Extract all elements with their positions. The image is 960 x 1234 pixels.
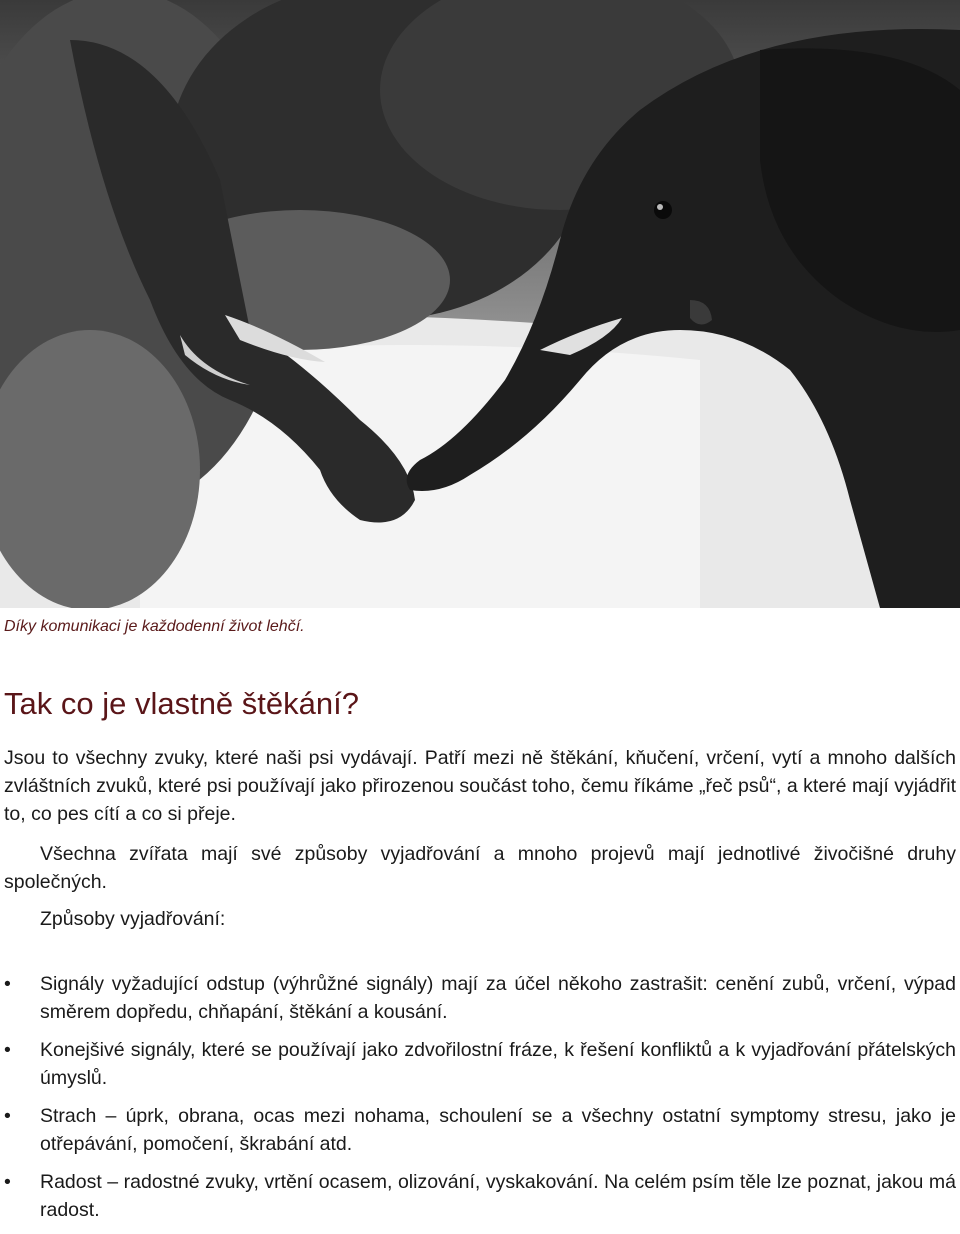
list-item: [0, 970, 956, 1026]
photo-caption: Díky komunikaci je každodenní život lehčí.: [4, 618, 305, 635]
intro-paragraph: Jsou to všechny zvuky, které naši psi vydávají. Patří mezi ně štěkání, kňučení, vrčení, vytí a mnoho dalších zvláštních zvuků, které psi používají jako přirozenou součást toho, čemu říkáme „řeč psů“, a které mají vyjádřit to, co pes cítí a co si přeje.: [4, 747, 956, 825]
list-item: [0, 1102, 956, 1158]
bullet-icon: •: [4, 1039, 11, 1061]
bullet-icon: •: [4, 1105, 11, 1127]
list-item: [0, 1036, 956, 1092]
expression-list: [0, 970, 956, 1234]
list-item-text: Radost – radostné zvuky, vrtění ocasem, olizování, vyskakování. Na celém psím těle lze poznat, jakou má radost.: [40, 1171, 956, 1221]
animals-paragraph: Všechna zvířata mají své způsoby vyjadřování a mnoho projevů mají jednotlivé živočišné druhy společných.: [4, 843, 956, 893]
elephants-illustration: [0, 0, 960, 608]
bullet-icon: •: [4, 973, 11, 995]
list-item-text: Signály vyžadující odstup (výhrůžné signály) mají za účel někoho zastrašit: cenění zubů, vrčení, výpad směrem dopředu, chňapání, štěkání a kousání.: [40, 973, 956, 1023]
list-item-text: Strach – úprk, obrana, ocas mezi nohama, schoulení se a všechny ostatní symptomy stresu, jako je otřepávání, pomočení, škrabání atd.: [40, 1105, 956, 1155]
list-item: [0, 1168, 956, 1224]
list-item-text: Konejšivé signály, které se používají jako zdvořilostní fráze, k řešení konfliktů a k vyjadřování přátelských úmyslů.: [40, 1039, 956, 1089]
section-heading: Tak co je vlastně štěkání?: [4, 686, 359, 721]
elephants-photo: [0, 0, 960, 608]
bullet-icon: •: [4, 1171, 11, 1193]
expression-ways-label: Způsoby vyjadřování:: [40, 908, 226, 930]
